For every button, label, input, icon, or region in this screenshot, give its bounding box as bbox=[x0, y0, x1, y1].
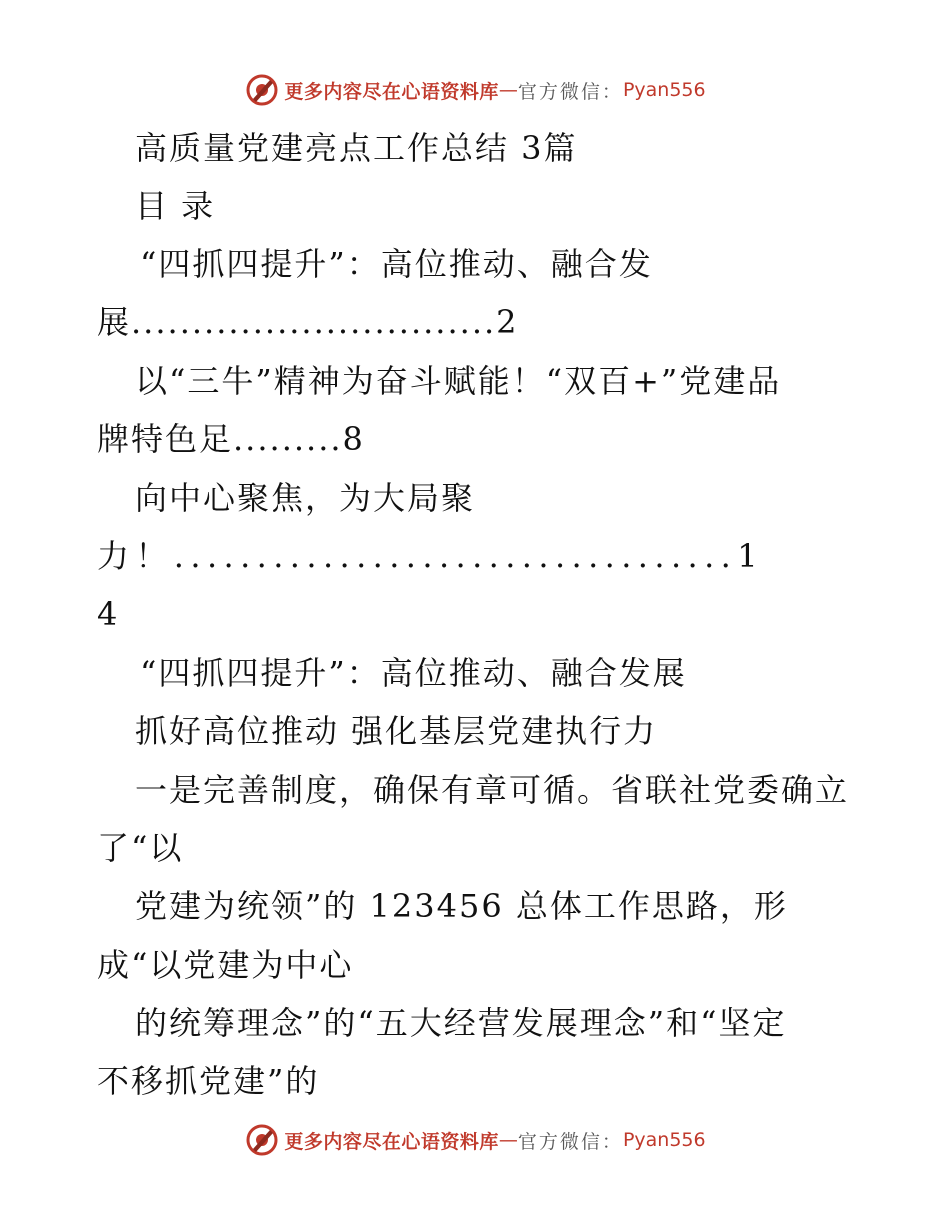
body-line-3: 党建为统领”的 123456 总体工作思路，形 bbox=[135, 887, 788, 925]
brand-logo-icon bbox=[244, 1122, 280, 1158]
body-line-6: 不移抓党建”的 bbox=[97, 1062, 320, 1100]
body-line-4: 成“以党建为中心 bbox=[97, 946, 354, 984]
toc-entry-3-line-3[interactable]: 4 bbox=[97, 595, 120, 633]
toc-entry-2-line-1[interactable]: 以“三牛”精神为奋斗赋能！“双百+”党建品 bbox=[135, 362, 782, 400]
body-line-5: 的统筹理念”的“五大经营发展理念”和“坚定 bbox=[135, 1004, 787, 1042]
subheading: 抓好高位推动 强化基层党建执行力 bbox=[135, 712, 658, 750]
weixin-label: 官方微信： bbox=[517, 80, 623, 103]
banner-separator: — bbox=[498, 79, 518, 101]
brand-text: 更多内容尽在心语资料库 bbox=[284, 1130, 499, 1153]
brand-logo-icon bbox=[244, 72, 280, 108]
weixin-id: Pyan556 bbox=[622, 79, 706, 101]
body-line-1: 一是完善制度，确保有章可循。省联社党委确立 bbox=[135, 771, 850, 809]
brand-text: 更多内容尽在心语资料库 bbox=[284, 80, 499, 103]
toc-entry-3-line-1[interactable]: 向中心聚焦，为大局聚 bbox=[135, 479, 476, 517]
bottom-watermark-banner bbox=[0, 1120, 950, 1160]
toc-entry-2-line-2[interactable]: 牌特色足.........8 bbox=[97, 420, 365, 458]
banner-separator: — bbox=[498, 1129, 518, 1151]
toc-entry-1-line-2[interactable]: 展..............................2 bbox=[97, 303, 519, 341]
section-title: “四抓四提升”：高位推动、融合发展 bbox=[140, 654, 687, 692]
top-watermark-banner bbox=[0, 70, 950, 110]
body-line-2: 了“以 bbox=[97, 829, 184, 867]
toc-entry-1-line-1[interactable]: “四抓四提升”：高位推动、融合发 bbox=[140, 245, 653, 283]
toc-heading: 目 录 bbox=[135, 187, 216, 225]
weixin-id: Pyan556 bbox=[622, 1129, 706, 1151]
weixin-label: 官方微信： bbox=[517, 1130, 623, 1153]
toc-entry-3-line-2[interactable]: 力！..................................1 bbox=[97, 537, 765, 575]
document-title: 高质量党建亮点工作总结 3篇 bbox=[135, 129, 578, 167]
